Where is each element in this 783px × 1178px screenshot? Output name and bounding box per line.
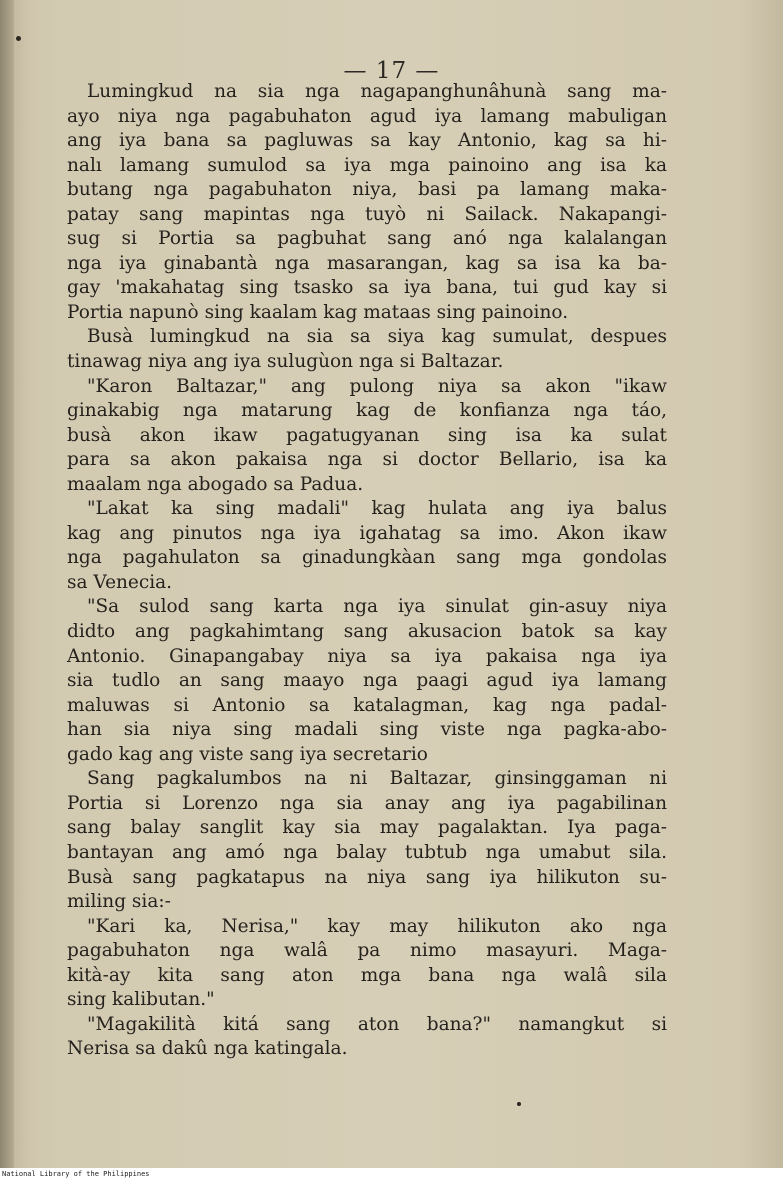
text-line: pagabuhaton nga walâ pa nimo masayuri. Maga- [67,940,667,962]
page-number: — 17 — [343,58,440,84]
text-line: bantayan ang amó nga balay tubtub nga umabut sila. [67,841,667,863]
ink-speck [517,1102,521,1106]
text-line: gay 'makahatag sing tsasko sa iya bana, tui gud kay si [67,277,667,299]
page-edge-shadow [0,0,14,1168]
text-line: sa Venecia. [67,571,173,593]
text-line: didto ang pagkahimtang sang akusacion batok sa kay [67,621,667,643]
text-line: "Lakat ka sing madali" kag hulata ang iya balus [87,498,667,520]
text-line: Busà sang pagkatapus na niya sang iya hilikuton su- [67,866,667,888]
text-line: sug si Portia sa pagbuhat sang anó nga kalalangan [67,228,667,250]
text-line: nalı lamang sumulod sa iya mga painoino ang isa ka [67,154,667,176]
text-line: Antonio. Ginapangabay niya sa iya pakaisa nga iya [67,645,667,667]
text-line: "Karon Baltazar," ang pulong niya sa akon "ikaw [87,375,667,397]
text-line: sia tudlo an sang maayo nga paagi agud iya lamang [67,670,667,692]
text-line: kità-ay kita sang aton mga bana nga walâ sila [67,964,667,986]
ink-speck [16,36,21,41]
text-line: "Magakilità kitá sang aton bana?" namangkut si [87,1013,667,1035]
text-line: kag ang pinutos nga iya igahatag sa imo. Akon ikaw [67,522,667,544]
text-line: "Sa sulod sang karta nga iya sinulat gin-asuy niya [87,596,667,618]
text-line: busà akon ikaw pagatugyanan sing isa ka sulat [67,424,667,446]
text-line: maalam nga abogado sa Padua. [67,473,364,495]
text-line: Portia napunò sing kaalam kag mataas sing painoino. [67,301,569,323]
text-line: Nerisa sa dakû nga katingala. [67,1038,348,1060]
text-line: maluwas si Antonio sa katalagman, kag nga padal- [67,694,667,716]
text-line: patay sang mapintas nga tuyò ni Sailack. Nakapangi- [67,203,667,225]
text-line: para sa akon pakaisa nga si doctor Bellario, isa ka [67,449,667,471]
text-line: ginakabig nga matarung kag de konfianza nga táo, [67,400,667,422]
body-text [67,80,667,1062]
text-line: miling sia:- [67,891,171,913]
text-line: nga iya ginabantà nga masarangan, kag sa isa ka ba- [67,252,667,274]
library-stamp: National Library of the Philippines [2,1170,150,1178]
text-line: sing kalibutan." [67,989,215,1011]
text-line: tinawag niya ang iya sulugùon nga si Baltazar. [67,351,504,373]
text-line: butang nga pagabuhaton niya, basi pa lamang maka- [67,179,667,201]
text-line: Busà lumingkud na sia sa siya kag sumulat, despues [87,326,667,348]
text-line: Sang pagkalumbos na ni Baltazar, ginsinggaman ni [87,768,667,790]
text-line: Portia si Lorenzo nga sia anay ang iya pagabilinan [67,792,667,814]
text-line: nga pagahulaton sa ginadungkàan sang mga gondolas [67,547,667,569]
text-line: ayo niya nga pagabuhaton agud iya lamang mabuligan [67,105,667,127]
text-line: Lumingkud na sia nga nagapanghunâhunà sang ma- [87,81,667,102]
text-line: gado kag ang viste sang iya secretario [67,743,428,765]
text-line: han sia niya sing madali sing viste nga pagka-abo- [67,719,667,741]
text-line: "Kari ka, Nerisa," kay may hilikuton ako nga [87,915,667,937]
text-line: ang iya bana sa pagluwas sa kay Antonio, kag sa hi- [67,130,667,152]
text-line: sang balay sanglit kay sia may pagalaktan. Iya paga- [67,817,667,839]
